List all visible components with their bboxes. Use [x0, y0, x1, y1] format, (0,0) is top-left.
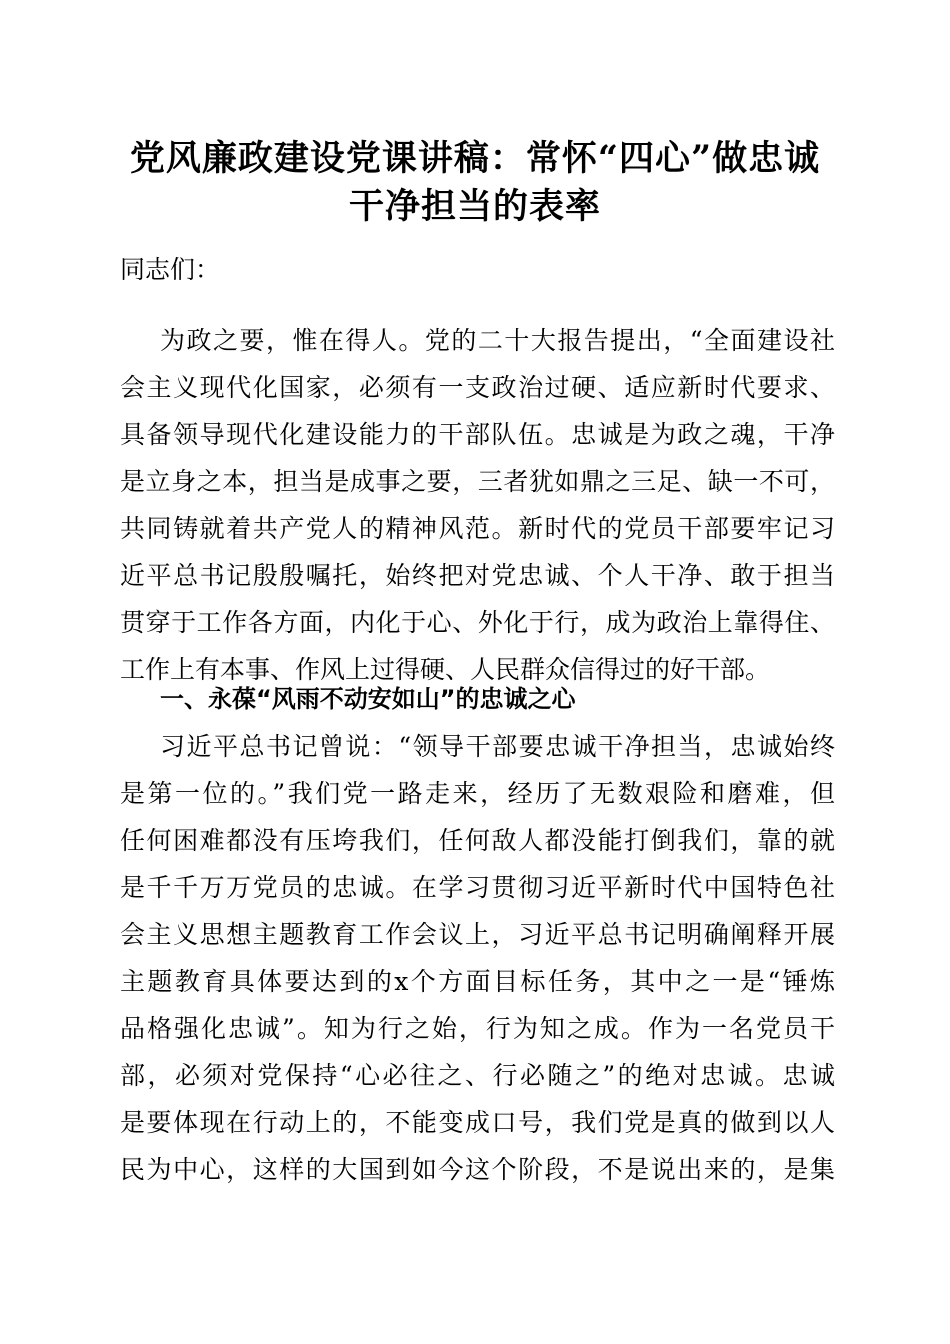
paragraph-2-line: 是千千万万党员的忠诚。在学习贯彻习近平新时代中国特色社: [120, 873, 835, 902]
paragraph-2-line: 是第一位的。”我们党一路走来，经历了无数艰险和磨难，但: [120, 779, 835, 808]
document-title-line-2: 干净担当的表率: [348, 186, 601, 227]
paragraph-1-line: 工作上有本事、作风上过得硬、人民群众信得过的好干部。: [120, 655, 771, 684]
paragraph-2-line: 是要体现在行动上的，不能变成口号，我们党是真的做到以人: [120, 1108, 835, 1137]
paragraph-2-line: 部，必须对党保持“心必往之、行必随之”的绝对忠诚。忠诚: [120, 1061, 835, 1090]
paragraph-1-line: 贯穿于工作各方面，内化于心、外化于行，成为政治上靠得住、: [120, 608, 835, 637]
document-title-line-1: 党风廉政建设党课讲稿：常怀“四心”做忠诚: [129, 138, 821, 179]
paragraph-1-line: 共同铸就着共产党人的精神风范。新时代的党员干部要牢记习: [120, 514, 835, 543]
salutation: 同志们：: [120, 255, 221, 284]
paragraph-2-line: 品格强化忠诚”。知为行之始，行为知之成。作为一名党员干: [120, 1014, 835, 1043]
paragraph-2-line: 会主义思想主题教育工作会议上，习近平总书记明确阐释开展: [120, 920, 835, 949]
paragraph-2-line: 任何困难都没有压垮我们，任何敌人都没能打倒我们，靠的就: [120, 826, 835, 855]
paragraph-2-line: 主题教育具体要达到的x个方面目标任务，其中之一是“锤炼: [120, 967, 835, 996]
paragraph-1-line: 具备领导现代化建设能力的干部队伍。忠诚是为政之魂，干净: [120, 420, 835, 449]
paragraph-1-line: 会主义现代化国家，必须有一支政治过硬、适应新时代要求、: [120, 373, 835, 402]
paragraph-1-line: 是立身之本，担当是成事之要，三者犹如鼎之三足、缺一不可，: [120, 467, 835, 496]
paragraph-2-line: 民为中心，这样的大国到如今这个阶段，不是说出来的，是集: [120, 1155, 835, 1184]
paragraph-2-line: 习近平总书记曾说：“领导干部要忠诚干净担当，忠诚始终: [160, 732, 835, 761]
paragraph-1-line: 近平总书记殷殷嘱托，始终把对党忠诚、个人干净、敢于担当: [120, 561, 835, 590]
paragraph-1-line: 为政之要，惟在得人。党的二十大报告提出，“全面建设社: [160, 326, 835, 355]
section-heading: 一、永葆“风雨不动安如山”的忠诚之心: [160, 685, 576, 713]
